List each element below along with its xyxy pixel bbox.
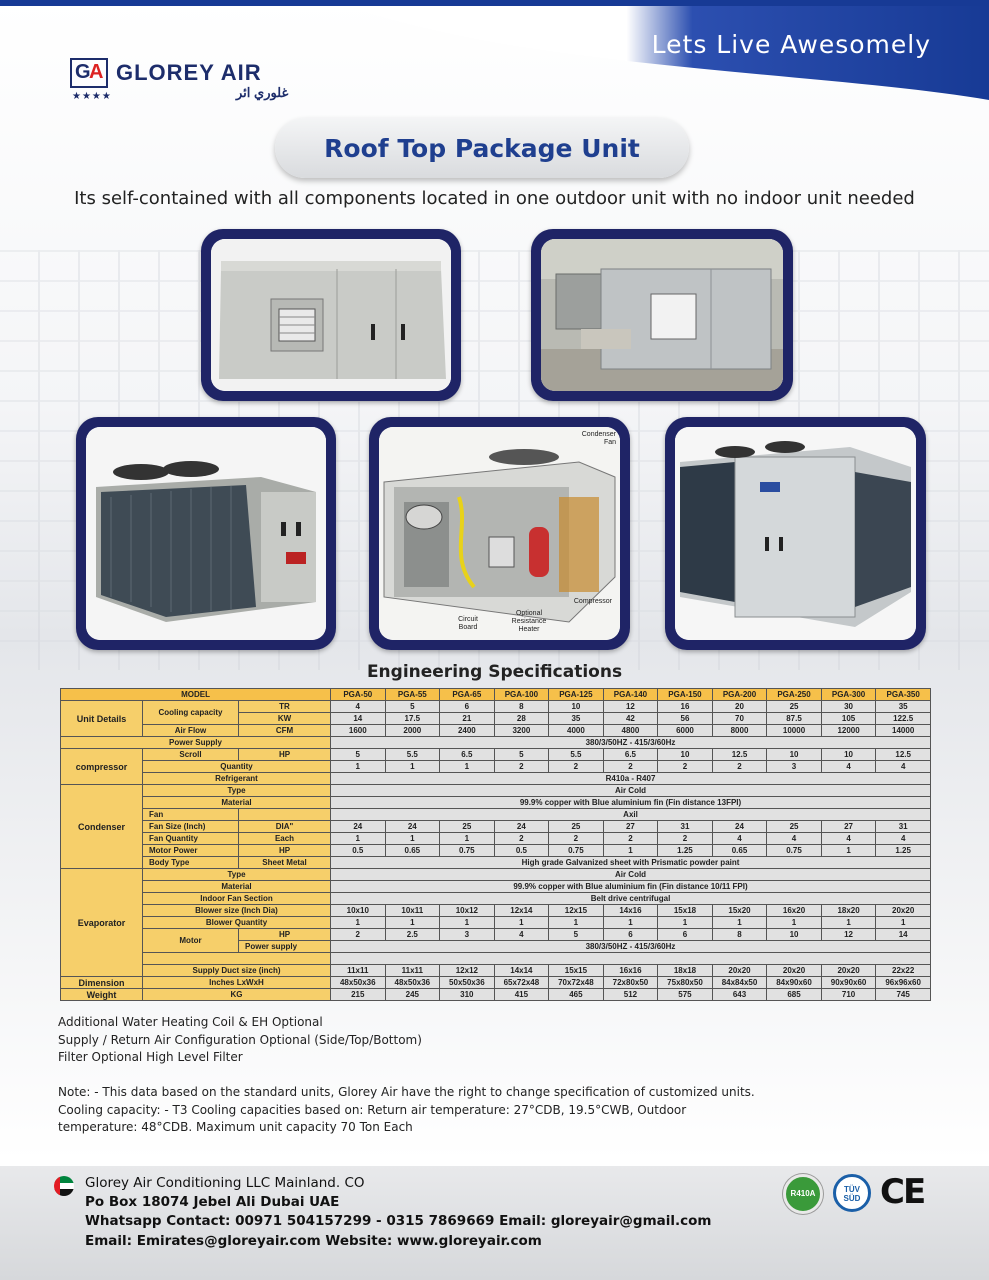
spec-unit-label: Inches LxWxH bbox=[143, 977, 331, 989]
spec-label: Motor Power bbox=[143, 845, 239, 857]
spec-value-cell: 11x11 bbox=[385, 965, 440, 977]
spec-value-cell: 24 bbox=[494, 821, 549, 833]
logo-mark-letter-a: A bbox=[89, 61, 104, 83]
spec-value-cell: 6000 bbox=[658, 725, 713, 737]
option-item: Additional Water Heating Coil & EH Optional bbox=[58, 1015, 323, 1029]
spec-value-cell: 3200 bbox=[494, 725, 549, 737]
spec-value-cell: 18x20 bbox=[821, 905, 876, 917]
spec-header-model: MODEL bbox=[61, 689, 331, 701]
spec-value-cell: 310 bbox=[440, 989, 495, 1001]
spec-row bbox=[61, 689, 931, 701]
rooftop-unit-photo-3 bbox=[86, 427, 326, 640]
spec-value-cell: 380/3/50HZ - 415/3/60Hz bbox=[331, 737, 931, 749]
spec-value-cell: 10 bbox=[549, 701, 604, 713]
spec-value-cell: 2.5 bbox=[385, 929, 440, 941]
spec-value-cell: 99.9% copper with Blue aluminium fin (Fin distance 13FPI) bbox=[331, 797, 931, 809]
spec-value-cell: 415 bbox=[494, 989, 549, 1001]
cutaway-diagram bbox=[379, 427, 620, 640]
spec-value-cell: 20 bbox=[712, 701, 767, 713]
spec-value-cell: 1.25 bbox=[876, 845, 931, 857]
spec-label: Blower size (Inch Dia) bbox=[143, 905, 331, 917]
spec-value-cell: 56 bbox=[658, 713, 713, 725]
spec-value-cell: 0.75 bbox=[549, 845, 604, 857]
spec-header-model-name: PGA-140 bbox=[603, 689, 658, 701]
spec-value-cell: 745 bbox=[876, 989, 931, 1001]
spec-row bbox=[61, 917, 931, 929]
spec-value-cell: 5 bbox=[385, 701, 440, 713]
spec-value-cell: 31 bbox=[658, 821, 713, 833]
spec-value-cell: 643 bbox=[712, 989, 767, 1001]
spec-value-cell: 1 bbox=[385, 833, 440, 845]
spec-value-cell: 90x90x60 bbox=[821, 977, 876, 989]
spec-unit-label: Power supply bbox=[239, 941, 331, 953]
spec-value-cell: 2 bbox=[549, 833, 604, 845]
spec-value-cell: 24 bbox=[331, 821, 386, 833]
spec-row bbox=[61, 989, 931, 1001]
spec-value-cell: 6 bbox=[603, 929, 658, 941]
spec-value-cell: 6 bbox=[440, 701, 495, 713]
spec-value-cell: Air Cold bbox=[331, 785, 931, 797]
spec-value-cell: 710 bbox=[821, 989, 876, 1001]
spec-value-cell: Belt drive centrifugal bbox=[331, 893, 931, 905]
spec-value-cell: 4 bbox=[494, 929, 549, 941]
spec-value-cell: 10x11 bbox=[385, 905, 440, 917]
spec-value-cell: 10 bbox=[767, 749, 822, 761]
brand-name: GLOREY AIR bbox=[116, 60, 262, 85]
spec-value-cell: 0.75 bbox=[767, 845, 822, 857]
spec-value-cell: 1.25 bbox=[658, 845, 713, 857]
spec-value-cell: 10x10 bbox=[331, 905, 386, 917]
spec-value-cell: 42 bbox=[603, 713, 658, 725]
spec-value-cell: 25 bbox=[767, 701, 822, 713]
spec-value-cell: 14 bbox=[876, 929, 931, 941]
spec-value-cell: 1 bbox=[385, 761, 440, 773]
spec-value-cell: 27 bbox=[603, 821, 658, 833]
spec-value-cell: 1 bbox=[331, 917, 386, 929]
spec-label: Motor bbox=[143, 929, 239, 953]
spec-value-cell: High grade Galvanized sheet with Prismatic powder paint bbox=[331, 857, 931, 869]
spec-unit-label: Each bbox=[239, 833, 331, 845]
tagline: Lets Live Awesomely bbox=[651, 30, 931, 59]
spec-row bbox=[61, 905, 931, 917]
option-item: Supply / Return Air Configuration Optional (Side/Top/Bottom) bbox=[58, 1032, 422, 1047]
spec-value-cell: 6.5 bbox=[440, 749, 495, 761]
spec-value-cell: 4 bbox=[876, 761, 931, 773]
spec-label: Material bbox=[143, 881, 331, 893]
spec-value-cell: 1 bbox=[440, 761, 495, 773]
spec-value-cell: 70 bbox=[712, 713, 767, 725]
spec-label: Refrigerant bbox=[143, 773, 331, 785]
spec-value-cell: 1 bbox=[876, 917, 931, 929]
spec-row bbox=[61, 773, 931, 785]
spec-row bbox=[61, 797, 931, 809]
spec-unit-label: KG bbox=[143, 989, 331, 1001]
uae-flag-icon bbox=[54, 1176, 74, 1196]
spec-value-cell: 10000 bbox=[767, 725, 822, 737]
spec-empty-cell bbox=[331, 953, 931, 965]
note-line: Cooling capacity: - T3 Cooling capacities based on: Return air temperature: 27°CDB, 19.5°CWB, Outdoor bbox=[58, 1102, 687, 1117]
spec-value-cell: 1 bbox=[603, 917, 658, 929]
spec-value-cell: 1 bbox=[440, 917, 495, 929]
spec-empty-cell bbox=[239, 809, 331, 821]
spec-value-cell: 21 bbox=[440, 713, 495, 725]
spec-value-cell: 12x12 bbox=[440, 965, 495, 977]
spec-value-cell: 380/3/50HZ - 415/3/60Hz bbox=[331, 941, 931, 953]
spec-label: Air Flow bbox=[143, 725, 239, 737]
spec-section-label: compressor bbox=[61, 749, 143, 785]
company-name: Glorey Air Conditioning LLC Mainland. CO bbox=[85, 1175, 365, 1191]
spec-value-cell: 1 bbox=[712, 917, 767, 929]
spec-row bbox=[61, 737, 931, 749]
spec-value-cell: 14x16 bbox=[603, 905, 658, 917]
spec-value-cell: 50x50x36 bbox=[440, 977, 495, 989]
logo-mark-letter-g: G bbox=[75, 61, 91, 83]
spec-label: Type bbox=[143, 869, 331, 881]
spec-value-cell: 4 bbox=[331, 701, 386, 713]
spec-row bbox=[61, 893, 931, 905]
spec-value-cell: 1 bbox=[821, 845, 876, 857]
product-photo-front bbox=[201, 229, 461, 401]
page-title: Roof Top Package Unit bbox=[324, 133, 640, 163]
page-subtitle: Its self-contained with all components located in one outdoor unit with no indoor unit needed bbox=[74, 188, 915, 209]
spec-label: Material bbox=[143, 797, 331, 809]
spec-value-cell: 18x18 bbox=[658, 965, 713, 977]
spec-row bbox=[61, 857, 931, 869]
spec-value-cell: 12 bbox=[821, 929, 876, 941]
company-address: Po Box 18074 Jebel Ali Dubai UAE bbox=[85, 1194, 340, 1210]
spec-value-cell: 15x20 bbox=[712, 905, 767, 917]
spec-value-cell: 10x12 bbox=[440, 905, 495, 917]
spec-section-label: Unit Details bbox=[61, 701, 143, 737]
spec-label: Quantity bbox=[143, 761, 331, 773]
spec-unit-label: KW bbox=[239, 713, 331, 725]
brand-logo bbox=[70, 58, 330, 106]
spec-value-cell: 465 bbox=[549, 989, 604, 1001]
spec-value-cell: 4 bbox=[821, 833, 876, 845]
tuv-badge-icon bbox=[833, 1174, 871, 1212]
spec-value-cell: 6.5 bbox=[603, 749, 658, 761]
spec-value-cell: 17.5 bbox=[385, 713, 440, 725]
spec-section-label: Weight bbox=[61, 989, 143, 1001]
page-title-pill bbox=[275, 118, 689, 178]
spec-value-cell: 16x16 bbox=[603, 965, 658, 977]
spec-value-cell: 1 bbox=[385, 917, 440, 929]
spec-value-cell: 5.5 bbox=[549, 749, 604, 761]
spec-value-cell: 25 bbox=[767, 821, 822, 833]
spec-value-cell: 70x72x48 bbox=[549, 977, 604, 989]
spec-unit-label: Sheet Metal bbox=[239, 857, 331, 869]
spec-value-cell: 87.5 bbox=[767, 713, 822, 725]
spec-unit-label: DIA" bbox=[239, 821, 331, 833]
spec-value-cell: 575 bbox=[658, 989, 713, 1001]
spec-value-cell: 10 bbox=[821, 749, 876, 761]
spec-value-cell: 2000 bbox=[385, 725, 440, 737]
spec-value-cell: 10 bbox=[658, 749, 713, 761]
product-photo-coil bbox=[76, 417, 336, 650]
spec-section-label: Dimension bbox=[61, 977, 143, 989]
spec-label: Indoor Fan Section bbox=[143, 893, 331, 905]
spec-value-cell: 3 bbox=[767, 761, 822, 773]
spec-value-cell: 2 bbox=[331, 929, 386, 941]
spec-value-cell: 1 bbox=[767, 917, 822, 929]
spec-row bbox=[61, 953, 931, 965]
spec-value-cell: 11x11 bbox=[331, 965, 386, 977]
spec-row bbox=[61, 845, 931, 857]
spec-value-cell: 1 bbox=[440, 833, 495, 845]
spec-header-model-name: PGA-125 bbox=[549, 689, 604, 701]
spec-value-cell: 12.5 bbox=[876, 749, 931, 761]
spec-value-cell: 4000 bbox=[549, 725, 604, 737]
spec-value-cell: 35 bbox=[549, 713, 604, 725]
spec-value-cell: 2 bbox=[658, 761, 713, 773]
product-photo-side bbox=[665, 417, 926, 650]
spec-header-model-name: PGA-100 bbox=[494, 689, 549, 701]
spec-row bbox=[61, 701, 931, 713]
company-contact: Whatsapp Contact: 00971 504157299 - 0315 7869669 Email: gloreyair@gmail.com bbox=[85, 1213, 712, 1229]
spec-value-cell: 27 bbox=[821, 821, 876, 833]
spec-value-cell: 12x14 bbox=[494, 905, 549, 917]
note-line: Note: - This data based on the standard units, Glorey Air have the right to change specification of customized units. bbox=[58, 1085, 755, 1099]
diagram-label-compressor: Compressor bbox=[573, 598, 612, 605]
spec-value-cell: 2 bbox=[603, 833, 658, 845]
spec-value-cell: 75x80x50 bbox=[658, 977, 713, 989]
spec-value-cell: 5 bbox=[331, 749, 386, 761]
spec-value-cell: 84x90x60 bbox=[767, 977, 822, 989]
spec-row bbox=[61, 749, 931, 761]
spec-value-cell: 14 bbox=[331, 713, 386, 725]
spec-value-cell: Air Cold bbox=[331, 869, 931, 881]
spec-value-cell: 22x22 bbox=[876, 965, 931, 977]
spec-value-cell: 122.5 bbox=[876, 713, 931, 725]
spec-value-cell: 1 bbox=[821, 917, 876, 929]
spec-value-cell: 1 bbox=[331, 761, 386, 773]
spec-row bbox=[61, 761, 931, 773]
diagram-label-heater: Optional Resistance Heater bbox=[511, 610, 547, 633]
spec-value-cell: 2 bbox=[549, 761, 604, 773]
company-web: Email: Emirates@gloreyair.com Website: www.gloreyair.com bbox=[85, 1233, 542, 1249]
spec-label: Fan Size (Inch) bbox=[143, 821, 239, 833]
spec-value-cell: 24 bbox=[712, 821, 767, 833]
spec-value-cell: R410a - R407 bbox=[331, 773, 931, 785]
spec-unit-label: HP bbox=[239, 929, 331, 941]
spec-value-cell: 4 bbox=[821, 761, 876, 773]
spec-value-cell: 15x18 bbox=[658, 905, 713, 917]
spec-value-cell: 0.5 bbox=[494, 845, 549, 857]
rooftop-unit-photo-5 bbox=[675, 427, 916, 640]
spec-value-cell: 12000 bbox=[821, 725, 876, 737]
spec-value-cell: 20x20 bbox=[821, 965, 876, 977]
spec-value-cell: 8 bbox=[494, 701, 549, 713]
spec-value-cell: 5 bbox=[549, 929, 604, 941]
spec-value-cell: 512 bbox=[603, 989, 658, 1001]
spec-value-cell: 10 bbox=[767, 929, 822, 941]
spec-header-model-name: PGA-200 bbox=[712, 689, 767, 701]
note-line: temperature: 48°CDB. Maximum unit capacity 70 Ton Each bbox=[58, 1120, 413, 1134]
spec-value-cell: 12 bbox=[603, 701, 658, 713]
brand-stars: ★★★★ bbox=[72, 91, 112, 102]
spec-value-cell: 30 bbox=[821, 701, 876, 713]
spec-value-cell: 14000 bbox=[876, 725, 931, 737]
spec-value-cell: 16x20 bbox=[767, 905, 822, 917]
spec-row bbox=[61, 965, 931, 977]
spec-label: Type bbox=[143, 785, 331, 797]
spec-value-cell: 2 bbox=[712, 761, 767, 773]
spec-value-cell: 1 bbox=[603, 845, 658, 857]
spec-value-cell: 1 bbox=[658, 917, 713, 929]
diagram-label-condenser-fan: Condenser Fan bbox=[581, 431, 616, 446]
r410a-badge-label: R410A bbox=[790, 1189, 816, 1198]
spec-value-cell: 0.75 bbox=[440, 845, 495, 857]
spec-value-cell: 48x50x36 bbox=[331, 977, 386, 989]
spec-label: Fan Quantity bbox=[143, 833, 239, 845]
spec-value-cell: 12x15 bbox=[549, 905, 604, 917]
spec-value-cell: 28 bbox=[494, 713, 549, 725]
spec-label: Blower Quantity bbox=[143, 917, 331, 929]
spec-label: Fan bbox=[143, 809, 239, 821]
product-photo-site bbox=[531, 229, 793, 401]
spec-value-cell: 215 bbox=[331, 989, 386, 1001]
spec-value-cell: 2 bbox=[494, 833, 549, 845]
spec-value-cell: 24 bbox=[385, 821, 440, 833]
spec-value-cell: Axil bbox=[331, 809, 931, 821]
spec-label: Power Supply bbox=[61, 737, 331, 749]
spec-value-cell: 72x80x50 bbox=[603, 977, 658, 989]
spec-header-model-name: PGA-250 bbox=[767, 689, 822, 701]
spec-label: Supply Duct size (inch) bbox=[143, 965, 331, 977]
spec-value-cell: 20x20 bbox=[712, 965, 767, 977]
spec-label: Scroll bbox=[143, 749, 239, 761]
spec-empty-cell bbox=[143, 953, 331, 965]
spec-unit-label: CFM bbox=[239, 725, 331, 737]
spec-header-model-name: PGA-50 bbox=[331, 689, 386, 701]
spec-value-cell: 96x96x60 bbox=[876, 977, 931, 989]
spec-value-cell: 2 bbox=[658, 833, 713, 845]
spec-value-cell: 2400 bbox=[440, 725, 495, 737]
brand-name-arabic: غلوري ائر bbox=[236, 85, 289, 100]
spec-value-cell: 3 bbox=[440, 929, 495, 941]
spec-value-cell: 4800 bbox=[603, 725, 658, 737]
spec-value-cell: 5.5 bbox=[385, 749, 440, 761]
spec-label: Body Type bbox=[143, 857, 239, 869]
notes-block bbox=[58, 1084, 758, 1137]
spec-value-cell: 685 bbox=[767, 989, 822, 1001]
spec-value-cell: 0.5 bbox=[331, 845, 386, 857]
specs-table-body bbox=[61, 689, 931, 1001]
spec-value-cell: 25 bbox=[549, 821, 604, 833]
spec-section-label: Evaporator bbox=[61, 869, 143, 977]
spec-value-cell: 16 bbox=[658, 701, 713, 713]
spec-value-cell: 4 bbox=[712, 833, 767, 845]
spec-value-cell: 2 bbox=[603, 761, 658, 773]
spec-unit-label: HP bbox=[239, 749, 331, 761]
spec-header-model-name: PGA-350 bbox=[876, 689, 931, 701]
options-list bbox=[58, 1014, 422, 1067]
rooftop-unit-photo-2 bbox=[541, 239, 783, 391]
specs-table bbox=[60, 688, 931, 1001]
r410a-badge-icon bbox=[783, 1174, 823, 1214]
spec-value-cell: 84x84x50 bbox=[712, 977, 767, 989]
spec-value-cell: 48x50x36 bbox=[385, 977, 440, 989]
product-diagram-cutaway bbox=[369, 417, 630, 650]
spec-value-cell: 4 bbox=[876, 833, 931, 845]
spec-header-model-name: PGA-55 bbox=[385, 689, 440, 701]
spec-row bbox=[61, 869, 931, 881]
spec-row bbox=[61, 809, 931, 821]
spec-value-cell: 1 bbox=[331, 833, 386, 845]
spec-value-cell: 1 bbox=[549, 917, 604, 929]
rooftop-unit-photo-1 bbox=[211, 239, 451, 391]
spec-value-cell: 65x72x48 bbox=[494, 977, 549, 989]
spec-row bbox=[61, 725, 931, 737]
logo-mark-icon bbox=[70, 58, 108, 88]
spec-unit-label: HP bbox=[239, 845, 331, 857]
spec-value-cell: 20x20 bbox=[876, 905, 931, 917]
spec-row bbox=[61, 785, 931, 797]
ce-mark-icon: CE bbox=[880, 1172, 925, 1212]
footer bbox=[0, 1166, 989, 1280]
spec-value-cell: 99.9% copper with Blue aluminium fin (Fin distance 10/11 FPI) bbox=[331, 881, 931, 893]
spec-row bbox=[61, 821, 931, 833]
option-item: Filter Optional High Level Filter bbox=[58, 1050, 243, 1064]
spec-header-model-name: PGA-150 bbox=[658, 689, 713, 701]
spec-value-cell: 5 bbox=[494, 749, 549, 761]
spec-value-cell: 8 bbox=[712, 929, 767, 941]
spec-row bbox=[61, 881, 931, 893]
spec-row bbox=[61, 833, 931, 845]
spec-value-cell: 1 bbox=[494, 917, 549, 929]
spec-value-cell: 25 bbox=[440, 821, 495, 833]
spec-header-model-name: PGA-300 bbox=[821, 689, 876, 701]
spec-row bbox=[61, 929, 931, 941]
spec-section-label: Condenser bbox=[61, 785, 143, 869]
spec-header-model-name: PGA-65 bbox=[440, 689, 495, 701]
spec-value-cell: 6 bbox=[658, 929, 713, 941]
spec-unit-label: TR bbox=[239, 701, 331, 713]
spec-value-cell: 245 bbox=[385, 989, 440, 1001]
spec-label: Cooling capacity bbox=[143, 701, 239, 725]
spec-value-cell: 2 bbox=[494, 761, 549, 773]
spec-value-cell: 105 bbox=[821, 713, 876, 725]
spec-value-cell: 1600 bbox=[331, 725, 386, 737]
specs-title: Engineering Specifications bbox=[366, 662, 623, 682]
spec-value-cell: 14x14 bbox=[494, 965, 549, 977]
tuv-badge-label: TÜV SÜD bbox=[843, 1185, 861, 1203]
spec-value-cell: 12.5 bbox=[712, 749, 767, 761]
spec-row bbox=[61, 977, 931, 989]
diagram-label-circuit-board: Circuit Board bbox=[458, 616, 478, 631]
spec-value-cell: 8000 bbox=[712, 725, 767, 737]
spec-value-cell: 35 bbox=[876, 701, 931, 713]
spec-value-cell: 20x20 bbox=[767, 965, 822, 977]
spec-value-cell: 15x15 bbox=[549, 965, 604, 977]
spec-value-cell: 0.65 bbox=[712, 845, 767, 857]
spec-value-cell: 4 bbox=[767, 833, 822, 845]
spec-value-cell: 0.65 bbox=[385, 845, 440, 857]
spec-value-cell: 31 bbox=[876, 821, 931, 833]
